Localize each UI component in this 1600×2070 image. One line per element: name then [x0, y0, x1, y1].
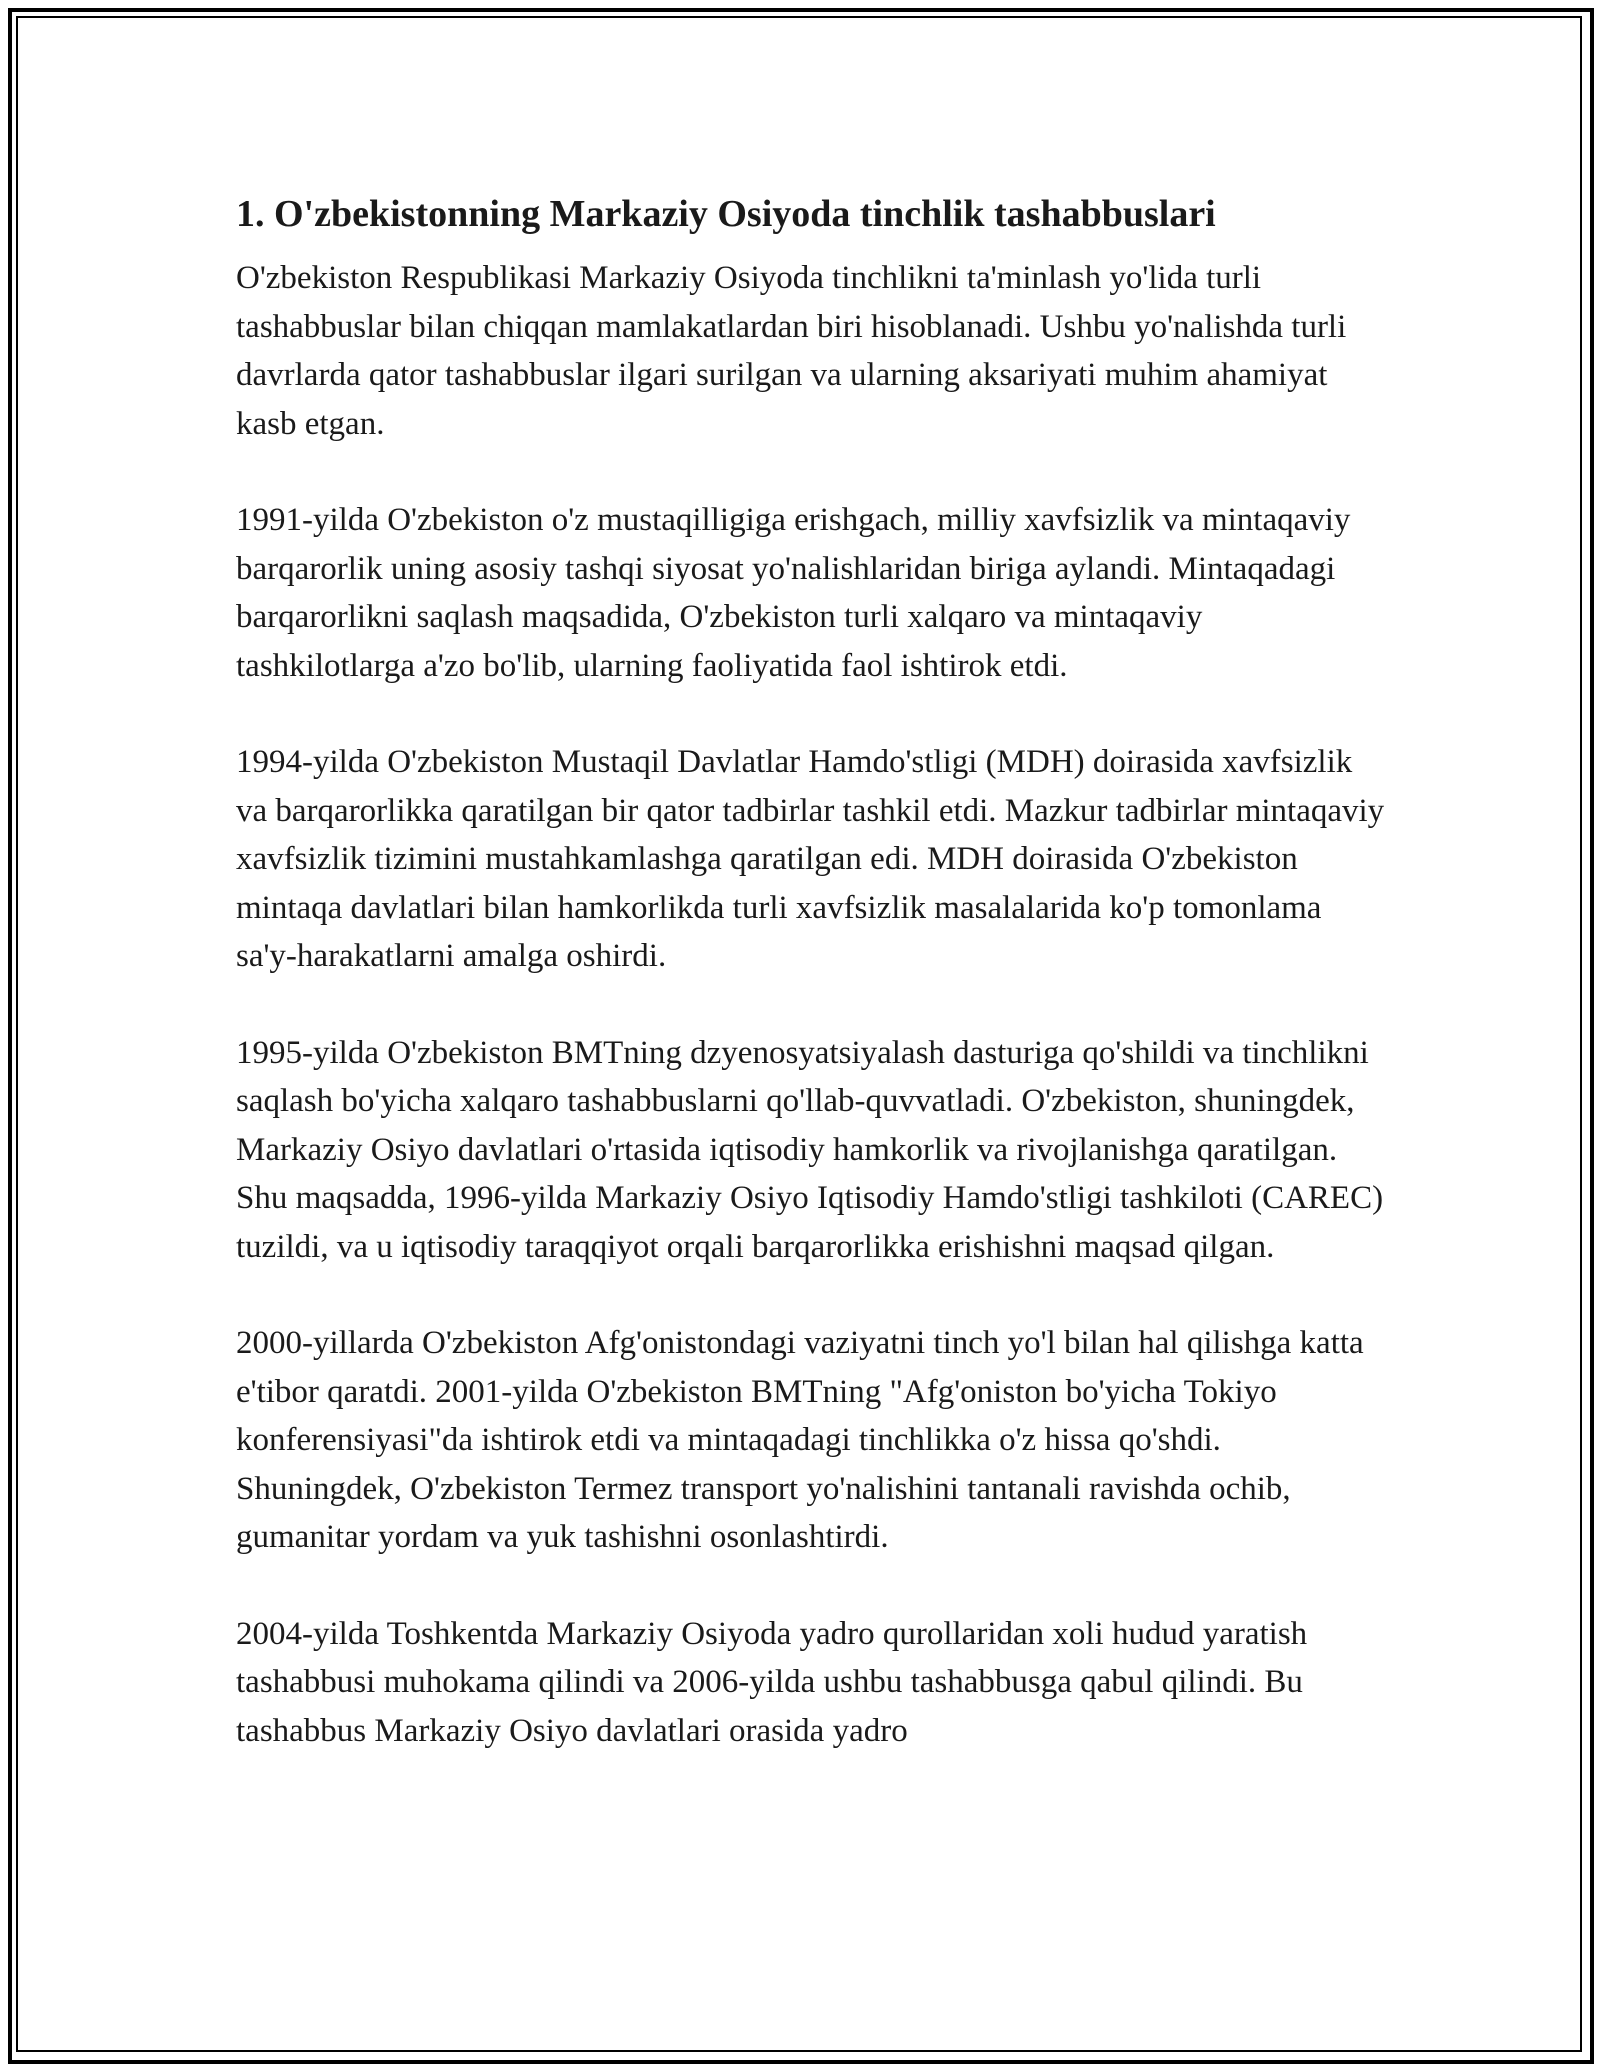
paragraph-1994: 1994-yilda O'zbekiston Mustaqil Davlatlar Hamdo'stligi (MDH) doirasida xavfsizlik va barqarorlikka qaratilgan bir qator tadbirlar tashkil etdi. Mazkur tadbirlar mintaqaviy xavfsizlik tizimini mustahkamlashga qaratilgan edi. MDH doirasida O'zbekiston mintaqa davlatlari bilan hamkorlikda turli xavfsizlik masalalarida ko'p tomonlama sa'y-harakatlarni amalga oshirdi.: [236, 744, 1385, 974]
paragraph-2004: 2004-yilda Toshkentda Markaziy Osiyoda yadro qurollaridan xoli hudud yaratish tashabbusi muhokama qilindi va 2006-yilda ushbu tashabbusga qabul qilindi. Bu tashabbus Markaziy Osiyo davlatlari orasida yadro: [236, 1615, 1308, 1749]
section-heading: 1. O'zbekistonning Markaziy Osiyoda tinchlik tashabbuslari: [236, 193, 1216, 235]
document-body: [236, 186, 1386, 1803]
paragraph-1995: 1995-yilda O'zbekiston BMTning dzyenosyatsiyalash dasturiga qo'shildi va tinchlikni saqlash bo'yicha xalqaro tashabbuslarni qo'llab-quvvatladi. O'zbekiston, shuningdek, Markaziy Osiyo davlatlari o'rtasida iqtisodiy hamkorlik va rivojlanishga qaratilgan. Shu maqsadda, 1996-yilda Markaziy Osiyo Iqtisodiy Hamdo'stligi tashkiloti (CAREC) tuzildi, va u iqtisodiy taraqqiyot orqali barqarorlikka erishishni maqsad qilgan.: [236, 1034, 1384, 1265]
paragraph-intro: O'zbekiston Respublikasi Markaziy Osiyoda tinchlikni ta'minlash yo'lida turli tashabbuslar bilan chiqqan mamlakatlardan biri hisoblanadi. Ushbu yo'nalishda turli davrlarda qator tashabbuslar ilgari surilgan va ularning aksariyati muhim ahamiyat kasb etgan.: [236, 260, 1347, 442]
paragraph-2000s: 2000-yillarda O'zbekiston Afg'onistondagi vaziyatni tinch yo'l bilan hal qilishga katta e'tibor qaratdi. 2001-yilda O'zbekiston BMTning "Afg'oniston bo'yicha Tokiyo konferensiyasi"da ishtirok etdi va mintaqadagi tinchlikka o'z hissa qo'shdi. Shuningdek, O'zbekiston Termez transport yo'nalishini tantanali ravishda ochib, gumanitar yordam va yuk tashishni osonlashtirdi.: [236, 1325, 1364, 1555]
paragraph-1991: 1991-yilda O'zbekiston o'z mustaqilligiga erishgach, milliy xavfsizlik va mintaqaviy barqarorlik uning asosiy tashqi siyosat yo'nalishlaridan biriga aylandi. Mintaqadagi barqarorlikni saqlash maqsadida, O'zbekiston turli xalqaro va mintaqaviy tashkilotlarga a'zo bo'lib, ularning faoliyatida faol ishtirok etdi.: [236, 502, 1351, 684]
